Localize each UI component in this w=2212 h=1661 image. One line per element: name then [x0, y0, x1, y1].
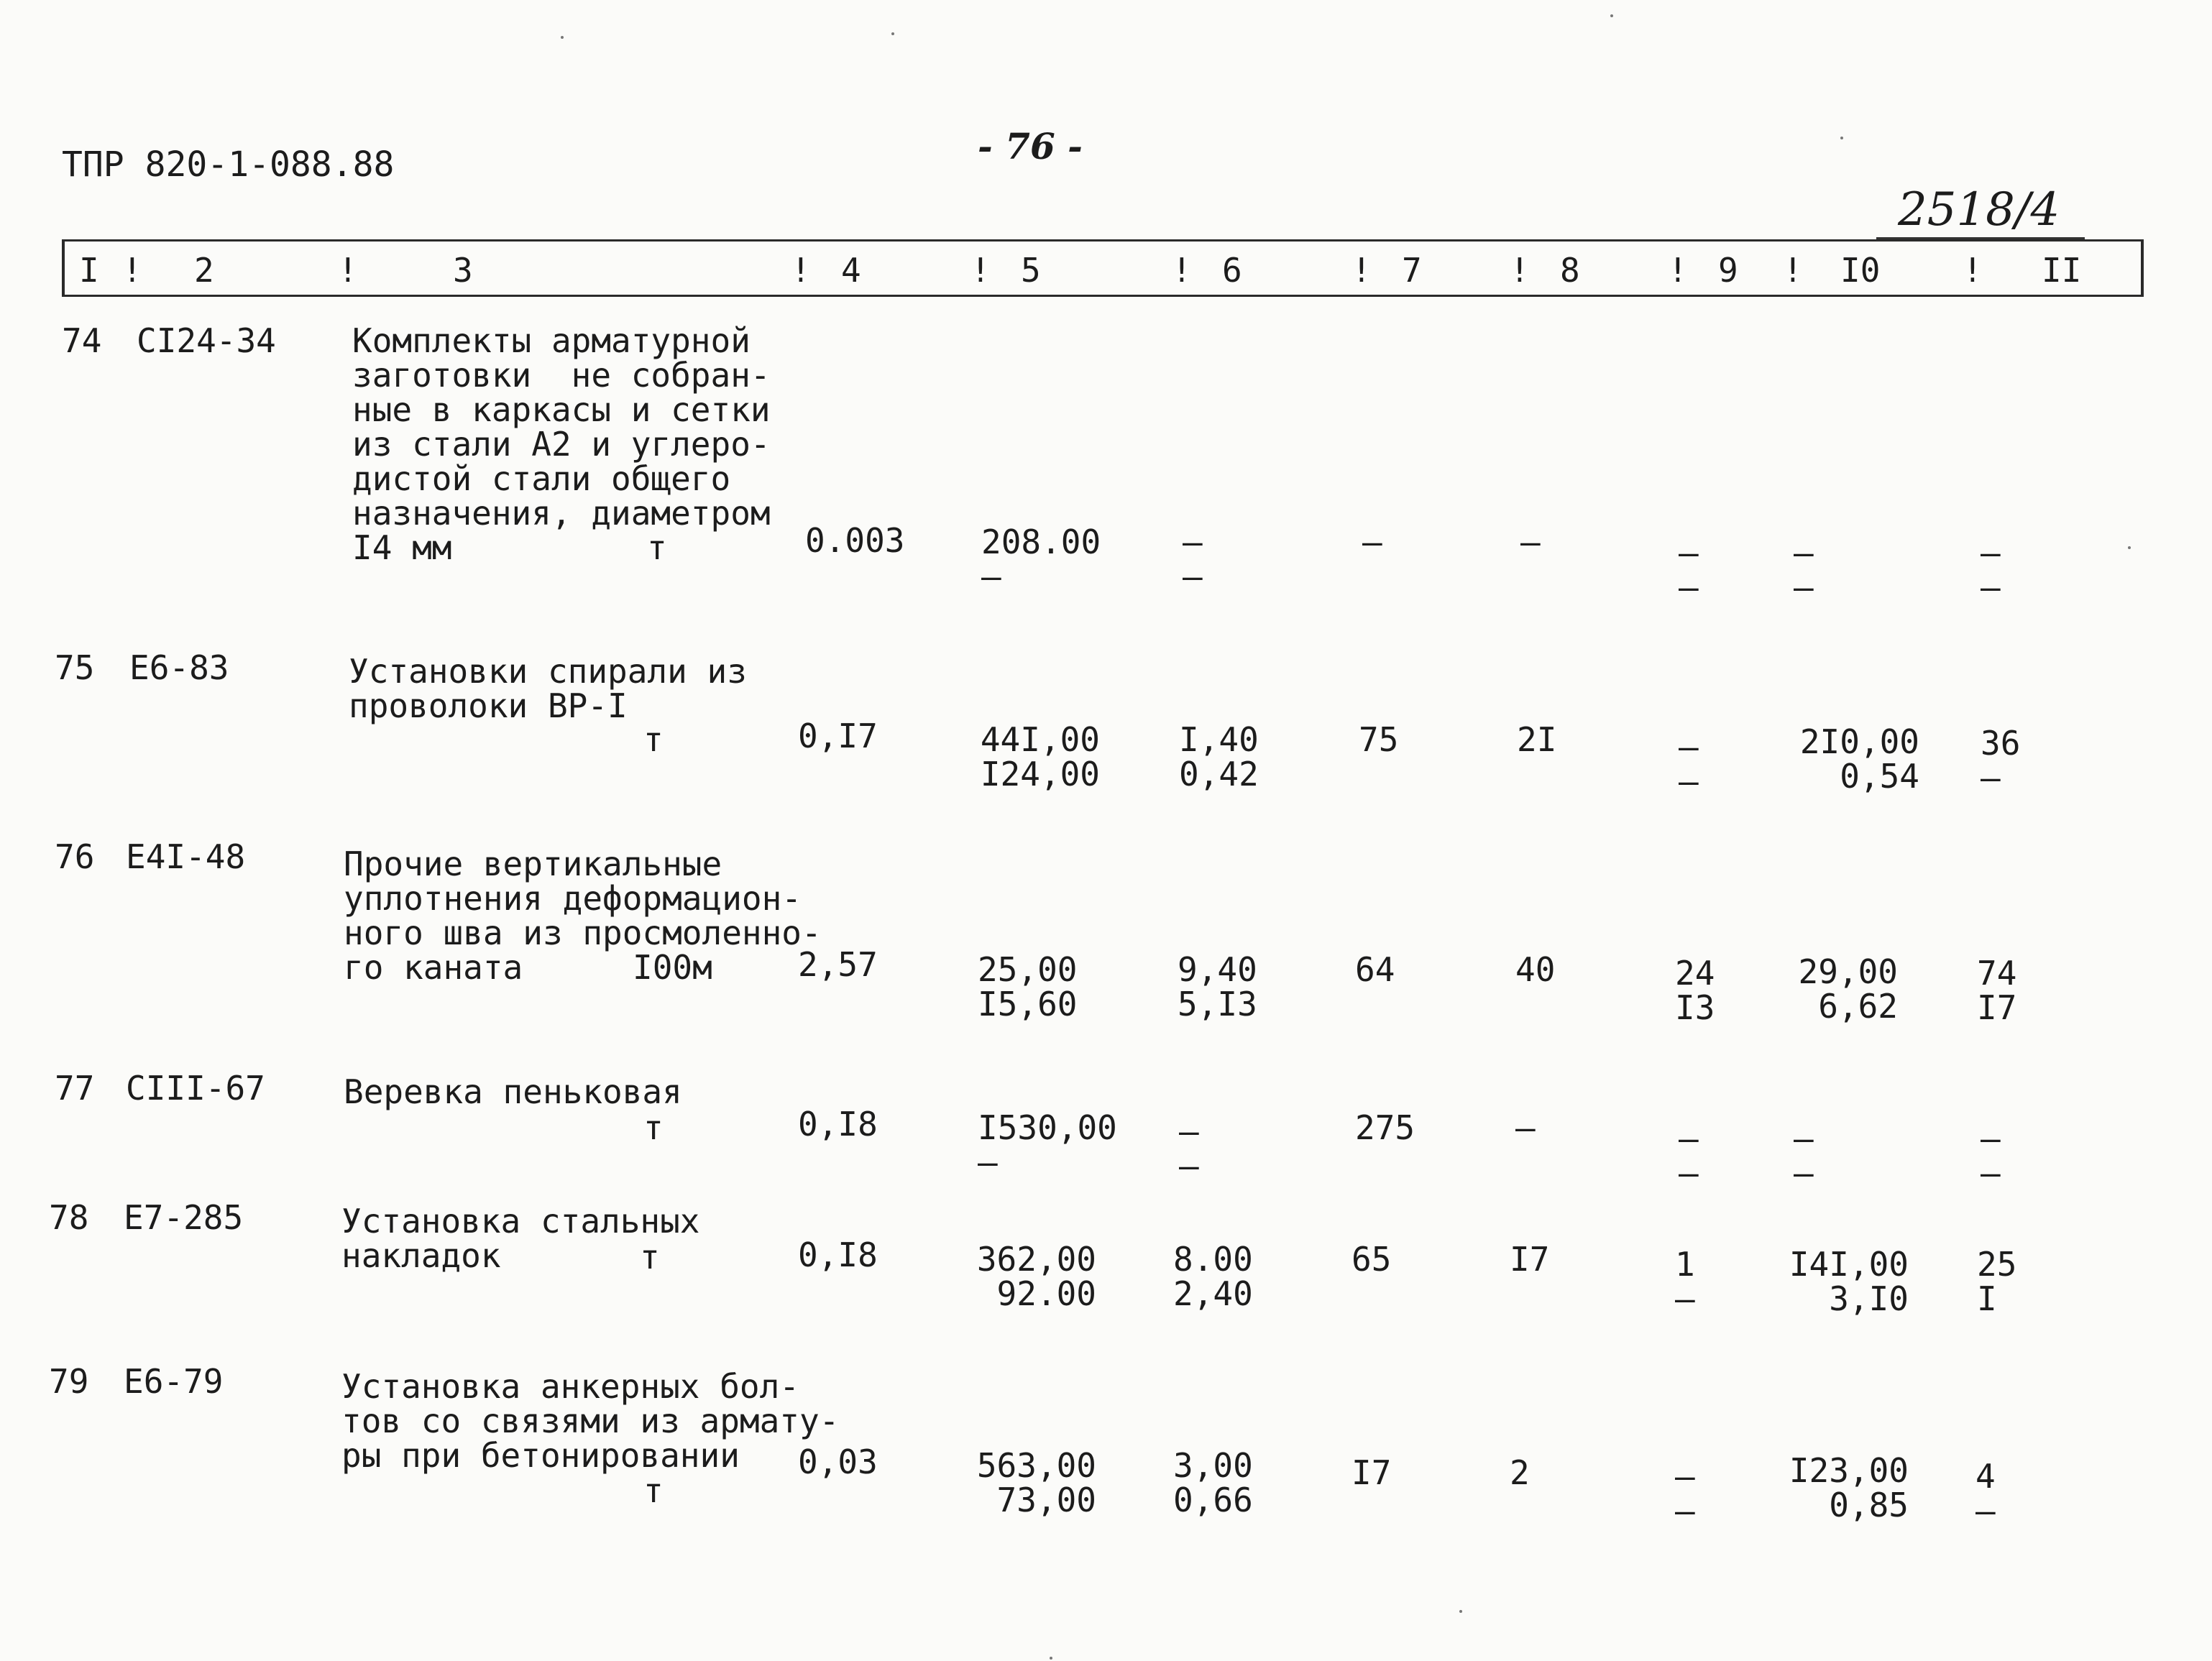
row-description: Веревка пеньковая [344, 1072, 682, 1111]
row-unit: т [647, 528, 667, 567]
row-col9: – – [1679, 1119, 1699, 1192]
column-separator: ! [970, 251, 991, 290]
row-col7: 75 [1359, 720, 1399, 759]
row-col8: 2I [1517, 720, 1557, 759]
row-quantity: 0,03 [798, 1443, 878, 1481]
column-separator: ! [1351, 251, 1372, 290]
row-quantity: 0.003 [805, 521, 905, 560]
row-col6: – – [1179, 1112, 1199, 1185]
row-code: CI24-34 [137, 321, 276, 360]
row-unit: т [640, 1238, 660, 1276]
row-description: Установка анкерных бол- тов со связями из армату- ры при бетонировании [341, 1367, 840, 1475]
row-col10: I4I,00 3,I0 [1789, 1245, 1909, 1318]
row-col8: 2 [1510, 1453, 1530, 1492]
column-header: 5 [1021, 251, 1041, 290]
row-quantity: 0,I7 [798, 717, 878, 755]
row-col6: 3,00 0,66 [1173, 1446, 1253, 1519]
column-header: I [79, 251, 99, 290]
row-col7: I7 [1351, 1453, 1392, 1492]
row-col11: 4 – [1975, 1457, 1996, 1530]
row-col10: – – [1794, 533, 1814, 607]
row-description: Комплекты арматурной заготовки не собран- ные в каркасы и сетки из стали А2 и углеро- дистой стали общего назначения, диаметром I4 мм [352, 321, 771, 567]
row-quantity: 0,I8 [798, 1236, 878, 1274]
table-header-top-rule [62, 239, 2144, 241]
row-code: Е6-83 [129, 648, 229, 687]
column-separator: ! [791, 251, 811, 290]
column-separator: ! [122, 251, 142, 290]
row-col10: I23,00 0,85 [1789, 1451, 1909, 1524]
column-header: 6 [1222, 251, 1242, 290]
row-col8: I7 [1510, 1240, 1550, 1279]
row-col11: – – [1981, 1119, 2001, 1192]
row-col10: – – [1794, 1119, 1814, 1192]
row-col9: – – [1679, 533, 1699, 607]
table-left-border [62, 239, 65, 297]
row-col5: I530,00 – [978, 1108, 1117, 1182]
column-header: 4 [841, 251, 861, 290]
column-separator: ! [1963, 251, 1983, 290]
row-col8: – [1520, 523, 1541, 561]
row-col6: 8.00 2,40 [1173, 1240, 1253, 1313]
column-header: 2 [194, 251, 214, 290]
row-col5: 563,00 73,00 [976, 1446, 1096, 1519]
row-col5: 208.00 – [981, 523, 1101, 596]
row-col7: 64 [1355, 950, 1395, 989]
column-header: 9 [1718, 251, 1738, 290]
row-col9: 1 – [1675, 1245, 1695, 1318]
column-header: 3 [453, 251, 473, 290]
row-col9: – – [1675, 1457, 1695, 1530]
row-code: CIII-67 [126, 1069, 265, 1108]
row-unit: т [643, 1471, 664, 1510]
row-col9: 24 I3 [1675, 954, 1715, 1027]
column-separator: ! [1172, 251, 1192, 290]
row-unit: т [643, 1108, 664, 1147]
row-col10: 2I0,00 0,54 [1799, 722, 1919, 796]
row-number: 74 [62, 321, 102, 360]
column-separator: ! [1510, 251, 1530, 290]
row-number: 76 [55, 837, 95, 876]
row-description: Прочие вертикальные уплотнения деформацион- ного шва из просмоленно- го каната [344, 845, 822, 987]
scan-speck [561, 36, 564, 39]
row-col6: 9,40 5,I3 [1178, 950, 1257, 1023]
column-separator: ! [1783, 251, 1803, 290]
row-col5: 362,00 92.00 [976, 1240, 1096, 1313]
scan-speck [1840, 137, 1843, 139]
row-code: Е6-79 [124, 1362, 224, 1401]
table-right-border [2141, 239, 2144, 297]
row-col6: – – [1183, 523, 1203, 596]
column-header: II [2042, 251, 2082, 290]
column-header: 8 [1560, 251, 1580, 290]
column-header: I0 [1840, 251, 1881, 290]
row-col11: 36 – [1981, 724, 2021, 797]
row-col7: 65 [1351, 1240, 1392, 1279]
row-col7: – [1362, 523, 1382, 561]
row-col10: 29,00 6,62 [1798, 952, 1898, 1026]
row-col11: 25 I [1977, 1245, 2017, 1318]
scan-speck [1610, 14, 1613, 17]
scan-speck [1050, 1657, 1052, 1660]
row-number: 75 [55, 648, 95, 687]
row-col5: 44I,00 I24,00 [980, 720, 1100, 793]
row-code: Е7-285 [124, 1198, 244, 1237]
row-unit: I00м [633, 948, 712, 987]
column-separator: ! [338, 251, 358, 290]
row-code: Е4I-48 [126, 837, 246, 876]
column-separator: ! [1668, 251, 1688, 290]
row-col8: – [1515, 1108, 1536, 1147]
row-col11: – – [1981, 533, 2001, 607]
sheet-number: 2518/4 [1898, 183, 2060, 236]
row-number: 79 [49, 1362, 89, 1401]
table-header-bottom-rule [62, 295, 2144, 297]
scan-speck [1459, 1610, 1462, 1613]
row-quantity: 2,57 [798, 945, 878, 984]
row-col9: – – [1679, 727, 1699, 801]
row-col6: I,40 0,42 [1179, 720, 1259, 793]
row-unit: т [643, 720, 664, 759]
row-col7: 275 [1355, 1108, 1415, 1147]
scan-speck [891, 32, 894, 35]
row-quantity: 0,I8 [798, 1105, 878, 1144]
row-description: Установка стальных накладок [341, 1202, 700, 1275]
document-code: ТПР 820-1-088.88 [62, 144, 395, 185]
row-col11: 74 I7 [1977, 954, 2017, 1027]
page-number: - 76 - [978, 125, 1083, 167]
row-number: 78 [49, 1198, 89, 1237]
scan-speck [2128, 546, 2131, 549]
row-number: 77 [55, 1069, 95, 1108]
row-description: Установки спирали из проволоки ВР-I [349, 652, 747, 725]
row-col8: 40 [1515, 950, 1556, 989]
row-col5: 25,00 I5,60 [978, 950, 1078, 1023]
column-header: 7 [1402, 251, 1422, 290]
